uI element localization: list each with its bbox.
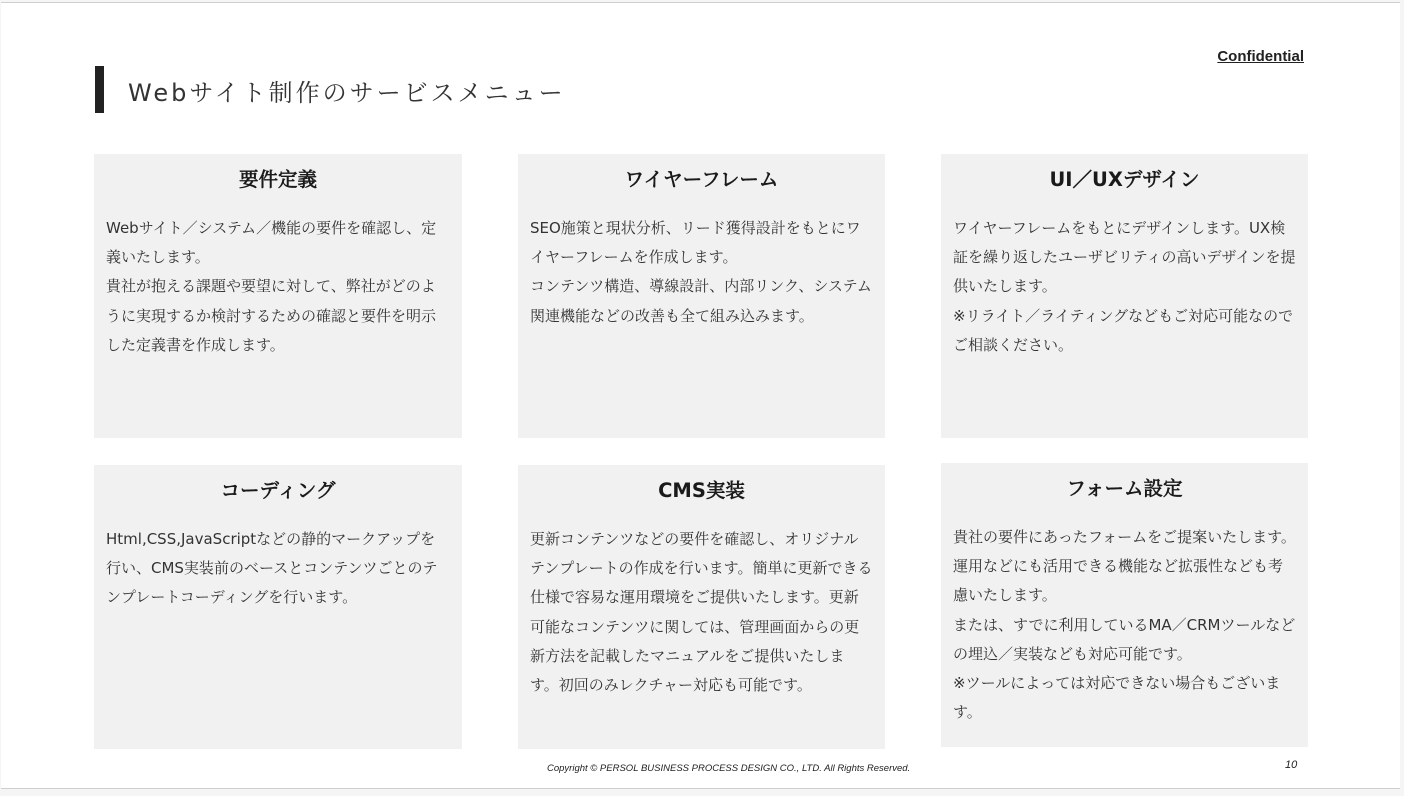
- card-paragraph: 貴社が抱える課題や要望に対して、弊社がどのように実現するか検討するための確認と要件を明示した定義書を作成します。: [106, 277, 437, 354]
- card-paragraph: Webサイト／システム／機能の要件を確認し、定義いたします。: [106, 219, 437, 267]
- copyright-text: Copyright © PERSOL BUSINESS PROCESS DESIGN CO., LTD. All Rights Reserved.: [547, 763, 911, 774]
- service-card-cms: [518, 465, 885, 749]
- card-title: CMS実装: [658, 479, 745, 502]
- card-body: [106, 525, 450, 613]
- card-paragraph: 更新コンテンツなどの要件を確認し、オリジナルテンプレートの作成を行います。簡単に更新できる仕様で容易な運用環境をご提供いたします。更新可能なコンテンツに関しては、管理画面からの更新方法を記載したマニュアルをご提供いたします。初回のみレクチャー対応も可能です。: [530, 530, 873, 695]
- service-card-wireframe: [518, 154, 885, 438]
- card-paragraph: ※リライト／ライティングなどもご対応可能なのでご相談ください。: [953, 306, 1294, 354]
- card-body: [953, 214, 1296, 360]
- title-accent-bar: [95, 66, 104, 113]
- card-paragraph: 貴社の要件にあったフォームをご提案いたします。運用などにも活用できる機能など拡張性なども考慮いたします。: [953, 528, 1296, 605]
- service-card-coding: [94, 465, 462, 749]
- card-paragraph: SEO施策と現状分析、リード獲得設計をもとにワイヤーフレームを作成します。: [530, 219, 861, 267]
- page-title: Webサイト制作のサービスメニュー: [128, 79, 566, 107]
- card-body: [953, 523, 1296, 727]
- card-title: UI／UXデザイン: [1049, 168, 1200, 191]
- card-title: ワイヤーフレーム: [624, 168, 779, 191]
- card-body: [530, 525, 873, 700]
- card-title: フォーム設定: [1066, 477, 1183, 500]
- service-card-form: [941, 463, 1308, 747]
- page-number: 10: [1285, 759, 1298, 771]
- card-paragraph: または、すでに利用しているMA／CRMツールなどの埋込／実装なども対応可能です。: [953, 615, 1296, 663]
- card-title: 要件定義: [238, 168, 317, 191]
- slide: [1, 2, 1400, 789]
- confidential-label: Confidential: [1217, 48, 1304, 65]
- service-card-ui-ux-design: [941, 154, 1308, 438]
- card-body: [106, 214, 450, 360]
- card-paragraph: ※ツールによっては対応できない場合もございます。: [953, 674, 1281, 722]
- card-body: [530, 214, 873, 331]
- service-card-requirements: [94, 154, 462, 438]
- card-paragraph: コンテンツ構造、導線設計、内部リンク、システム関連機能などの改善も全て組み込みます。: [530, 277, 872, 325]
- card-paragraph: Html,CSS,JavaScriptなどの静的マークアップを行い、CMS実装前のベースとコンテンツごとのテンプレートコーディングを行います。: [106, 530, 438, 607]
- card-title: コーディング: [220, 479, 336, 502]
- card-paragraph: ワイヤーフレームをもとにデザインします。UX検証を繰り返したユーザビリティの高いデザインを提供いたします。: [953, 219, 1296, 296]
